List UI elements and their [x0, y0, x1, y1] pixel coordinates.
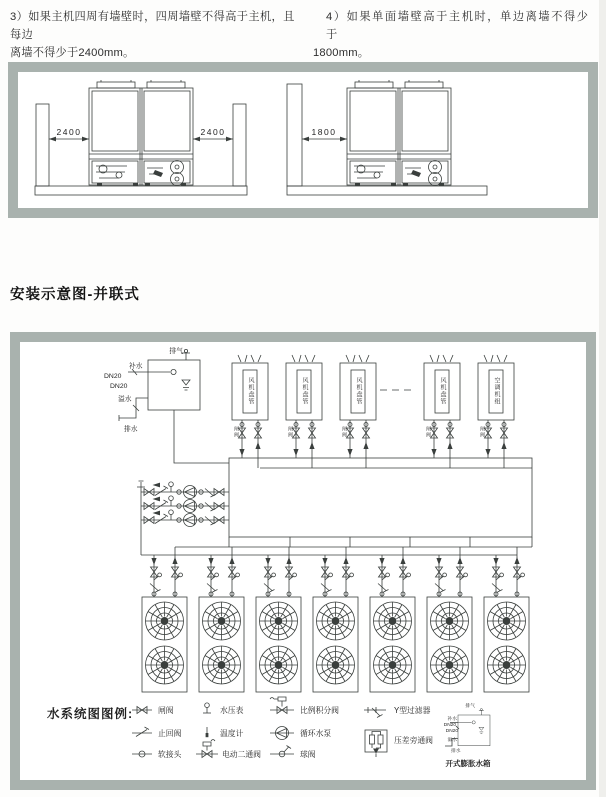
- legend: [47, 697, 491, 768]
- thermometer-icon: [206, 727, 209, 737]
- paragraph-3-line-2: 离墙不得少于2400mm。: [10, 47, 135, 59]
- gate-valve-label-4: 闸阀: [425, 426, 431, 438]
- gate-valve-label-2: 闸阀: [287, 426, 293, 438]
- tank-dn-label-b: DN20: [110, 383, 128, 390]
- unit-label-2: 风机盘管: [301, 377, 307, 405]
- manifold: [141, 458, 532, 555]
- open-expansion-tank-icon: [444, 702, 490, 754]
- heat-pump-modules: [142, 547, 529, 692]
- right-wall: [233, 104, 246, 186]
- gate-valve-label-5: 闸阀: [479, 426, 485, 438]
- expansion-tank-body: [148, 349, 200, 410]
- module-4: [313, 547, 358, 692]
- unit-label-5: 空调机组: [493, 377, 499, 405]
- clearance-diagram-left: [35, 80, 247, 195]
- left-wall: [36, 104, 49, 186]
- legend-title: 水系统图图例:: [47, 707, 134, 721]
- legend-label: 电动二通阀: [222, 750, 261, 759]
- pump-group: [137, 481, 229, 555]
- motorized-two-way-valve-icon: [196, 740, 218, 758]
- mini-tank-vent-label: 排气: [465, 704, 475, 709]
- paragraph-4-line-2: 1800mm。: [313, 47, 370, 59]
- gate-valve-icon: [132, 707, 152, 714]
- unit-label-3: 风机盘管: [355, 377, 361, 405]
- ahu-unit: [478, 355, 514, 468]
- dimension-label: 1800: [311, 127, 337, 137]
- mini-tank-dn-label-a: DN20: [443, 723, 456, 728]
- outdoor-unit: [89, 80, 193, 186]
- legend-label: 开式膨胀水箱: [445, 759, 491, 768]
- unit-label-1: 风机盘管: [247, 377, 253, 405]
- dp-bypass-valve-icon: [365, 730, 387, 757]
- legend-label: 比例积分阀: [300, 706, 339, 715]
- module-7: [484, 547, 529, 692]
- legend-label: 软接头: [158, 750, 182, 759]
- clearance-diagram: [18, 72, 588, 208]
- single-wall: [287, 84, 302, 186]
- unit-label-4: 风机盘管: [439, 377, 445, 405]
- dimension-label: 2400: [200, 127, 226, 137]
- mini-tank-makeup-label: 补水: [447, 717, 457, 722]
- dimension-left-a: [49, 127, 89, 141]
- check-valve-icon: [132, 727, 152, 737]
- module-2: [199, 547, 244, 692]
- manifold-box: [229, 458, 532, 537]
- paragraph-3-line-1: 3）如果主机四周有墙壁时，四周墙壁不得高于主机，且每边: [10, 11, 295, 41]
- paragraph-4-line-1: 4）如果单面墙壁高于主机时，单边离墙不得少于: [326, 11, 590, 41]
- legend-label: Y型过滤器: [394, 706, 431, 715]
- paragraph-4: [313, 8, 601, 62]
- ground-base: [35, 186, 247, 195]
- tank-vent-label: 排气: [169, 348, 183, 355]
- flex-joint-icon: [132, 751, 152, 757]
- clearance-panel: [8, 62, 598, 218]
- legend-label: 温度计: [220, 729, 244, 738]
- fan-coil-unit-1: [232, 355, 268, 468]
- legend-label: 水压表: [220, 706, 244, 715]
- dimension-left-b: [193, 127, 233, 141]
- pump-branch-1: [141, 482, 229, 499]
- schematic-panel: [10, 332, 596, 790]
- pump-branch-3: [141, 510, 229, 527]
- piping-schematic: [20, 342, 586, 780]
- dimension-label: 2400: [56, 127, 82, 137]
- tank-system-pipe: [174, 410, 229, 463]
- gate-valve-label-1: 闸阀: [233, 426, 239, 438]
- outdoor-unit: [347, 80, 451, 186]
- legend-label: 球阀: [300, 750, 316, 759]
- ground-base: [287, 186, 487, 195]
- clearance-diagram-right: [287, 80, 487, 195]
- gate-valve-label-3: 闸阀: [341, 426, 347, 438]
- tank-drain-label: 排水: [124, 426, 138, 433]
- expansion-tank: [104, 346, 229, 463]
- tank-makeup-label: 补水: [129, 363, 143, 370]
- proportional-integral-valve-icon: [270, 697, 294, 714]
- module-6: [427, 547, 472, 692]
- ball-valve-icon: [270, 746, 294, 757]
- circulating-pump-icon: [270, 727, 294, 740]
- dimension-right: [302, 127, 347, 141]
- fan-coil-unit-4: [424, 355, 460, 468]
- fan-coil-unit-3: [340, 355, 376, 468]
- mini-tank-dn-label-b: DN20: [445, 729, 458, 734]
- scan-edge: [599, 0, 606, 797]
- legend-label: 循环水泵: [300, 729, 332, 738]
- manifold-drops: [229, 537, 532, 547]
- module-5: [370, 547, 415, 692]
- terminal-units: [232, 355, 514, 468]
- mini-tank-overflow-label: 溢水: [447, 738, 457, 743]
- tank-dn-label-a: DN20: [104, 373, 122, 380]
- section-title: 安装示意图-并联式: [10, 287, 140, 303]
- legend-label: 闸阀: [158, 706, 174, 715]
- y-strainer-icon: [364, 707, 386, 718]
- legend-label: 压差旁通阀: [394, 736, 433, 745]
- legend-label: 止回阀: [158, 729, 182, 738]
- fan-coil-unit-2: [286, 355, 322, 468]
- module-1: [142, 547, 187, 692]
- tank-overflow-label: 溢水: [118, 396, 132, 403]
- pressure-gauge-icon: [203, 703, 211, 713]
- mini-tank-drain-label: 排水: [451, 749, 461, 754]
- pump-branch-2: [141, 496, 229, 513]
- paragraph-3: [10, 8, 306, 62]
- module-3: [256, 547, 301, 692]
